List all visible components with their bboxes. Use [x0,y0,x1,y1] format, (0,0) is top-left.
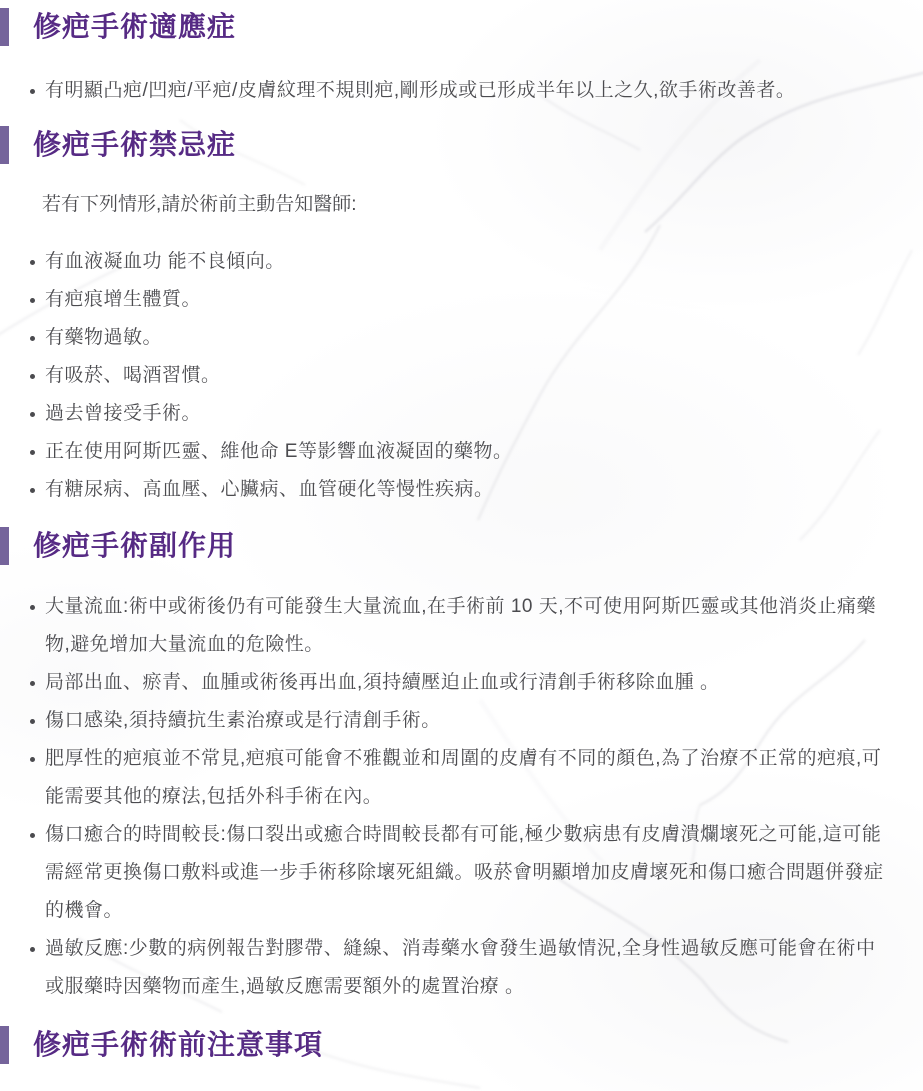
list-item: 正在使用阿斯匹靈、維他命 E等影響血液凝固的藥物。 [45,433,893,471]
list-item: 有疤痕增生體質。 [45,281,893,319]
bullet-list-indications [0,72,923,110]
section-preop-notes [0,1026,923,1064]
list-item: 有明顯凸疤/凹疤/平疤/皮膚紋理不規則疤,剛形成或已形成半年以上之久,欲手術改善者。 [45,72,893,110]
list-item: 有糖尿病、高血壓、心臟病、血管硬化等慢性疾病。 [45,471,893,509]
list-item: 傷口癒合的時間較長:傷口裂出或癒合時間較長都有可能,極少數病患有皮膚潰爛壞死之可能,這可能需經常更換傷口敷料或進一步手術移除壞死組織。吸菸會明顯增加皮膚壞死和傷口癒合問題併發症的機會。 [45,816,893,930]
bullet-list-contraindications [0,243,923,509]
article-content [0,8,923,1064]
list-item: 有血液凝血功 能不良傾向。 [45,243,893,281]
section-indications [0,8,923,110]
list-item: 局部出血、瘀青、血腫或術後再出血,須持續壓迫止血或行清創手術移除血腫 。 [45,664,893,702]
contraindications-intro-text: 若有下列情形,請於術前主動告知醫師: [42,194,357,215]
section-heading-text: 修疤手術副作用 [33,530,237,561]
section-heading-contraindications [0,126,923,164]
list-item: 傷口感染,須持續抗生素治療或是行清創手術。 [45,702,893,740]
section-heading-preop-notes [0,1026,923,1064]
list-item: 肥厚性的疤痕並不常見,疤痕可能會不雅觀並和周圍的皮膚有不同的顏色,為了治療不正常的疤痕,可能需要其他的療法,包括外科手術在內。 [45,740,893,816]
section-heading-side-effects [0,527,923,565]
section-heading-indications [0,8,923,46]
section-heading-text: 修疤手術禁忌症 [33,129,237,160]
list-item: 有吸菸、喝酒習慣。 [45,357,893,395]
section-heading-text: 修疤手術適應症 [33,11,237,42]
list-item: 大量流血:術中或術後仍有可能發生大量流血,在手術前 10 天,不可使用阿斯匹靈或其他消炎止痛藥物,避免增加大量流血的危險性。 [45,588,893,664]
list-item: 過去曾接受手術。 [45,395,893,433]
list-item: 有藥物過敏。 [45,319,893,357]
section-heading-text: 修疤手術術前注意事項 [33,1029,324,1060]
section-side-effects [0,527,923,1006]
list-item: 過敏反應:少數的病例報告對膠帶、縫線、消毒藥水會發生過敏情況,全身性過敏反應可能會在術中或服藥時因藥物而產生,過敏反應需要額外的處置治療 。 [45,930,893,1006]
section-contraindications [0,126,923,509]
bullet-list-side-effects [0,588,923,1006]
